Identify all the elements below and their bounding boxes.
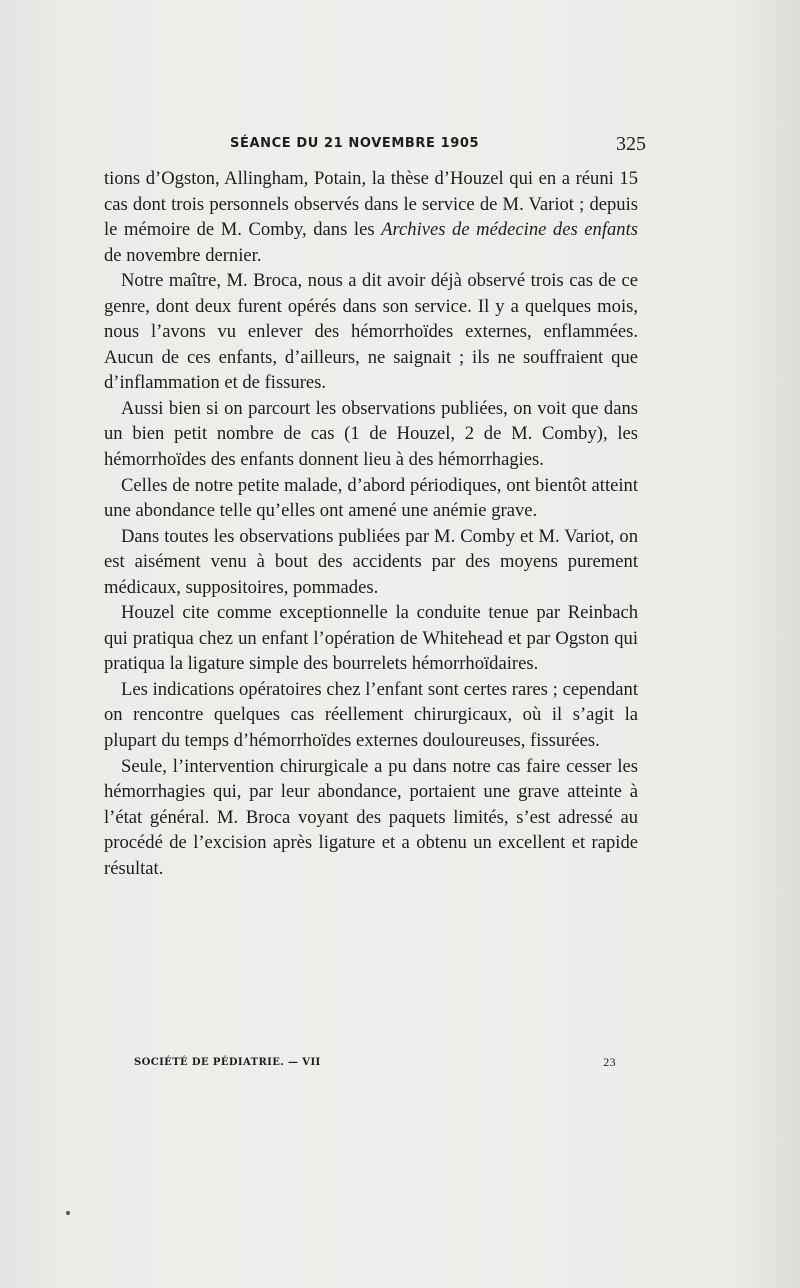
page-footer: [134, 1055, 616, 1073]
paragraph-8: Seule, l’intervention chirurgicale a pu dans notre cas faire cesser les hémorrhagies qui, par leur abondance, portaient une grave atteinte à l’état général. M. Broca voyant des paquets limités, s’est adressé au procédé de l’excision après ligature et a obtenu un excellent et rapide résultat.: [104, 755, 638, 879]
paragraph-1: [104, 166, 638, 268]
paper-speck: [66, 1211, 70, 1215]
paragraph-6: Houzel cite comme exceptionnelle la conduite tenue par Reinbach qui pratiqua chez un enfant l’opération de Whitehead et par Ogston qui pratiqua la ligature simple des bourrelets hémorrhoïdaires.: [104, 602, 638, 675]
journal-title: Archives de médecine des enfants: [381, 219, 638, 241]
page-header: [230, 134, 646, 158]
paragraph-7: Les indications opératoires chez l’enfant sont certes rares ; cependant on rencontre quelques cas réellement chirurgicaux, où il s’agit la plupart du temps d’hémorrhoïdes externes douloureuses, fissurées.: [104, 678, 638, 752]
paragraph-5: Dans toutes les observations publiées par M. Comby et M. Variot, on est aisément venu à bout des accidents par des moyens purement médicaux, suppositoires, pommades.: [104, 525, 638, 598]
page-number: 325: [616, 133, 646, 155]
signature-mark: SOCIÉTÉ DE PÉDIATRIE. — VII: [134, 1057, 321, 1068]
paragraph-2: Notre maître, M. Broca, nous a dit avoir déjà observé trois cas de ce genre, dont deux furent opérés dans son service. Il y a quelques mois, nous l’avons vu enlever des hémorrhoïdes externes, enflammées. Aucun de ces enfants, d’ailleurs, ne saignait ; ils ne souffraient que d’inflammation et de fissures.: [104, 270, 638, 394]
running-title: SÉANCE DU 21 NOVEMBRE 1905: [230, 136, 480, 151]
paragraph-4: Celles de notre petite malade, d’abord périodiques, ont bientôt atteint une abondance telle qu’elles ont amené une anémie grave.: [104, 474, 638, 522]
body-text: [104, 166, 638, 881]
paragraph-3: Aussi bien si on parcourt les observations publiées, on voit que dans un bien petit nombre de cas (1 de Houzel, 2 de M. Comby), les hémorrhoïdes des enfants donnent lieu à des hémorrhagies.: [104, 397, 638, 471]
signature-number: 23: [603, 1055, 616, 1069]
paragraph-1-text-b: de novembre dernier.: [104, 244, 262, 266]
paragraph-1-text-a: tions d’Ogston, Allingham, Potain, la thèse d’Houzel qui en a réuni 15 cas dont trois personnels observés dans le service de M. Variot ; depuis le mémoire de M. Comby, dans les: [104, 168, 638, 241]
